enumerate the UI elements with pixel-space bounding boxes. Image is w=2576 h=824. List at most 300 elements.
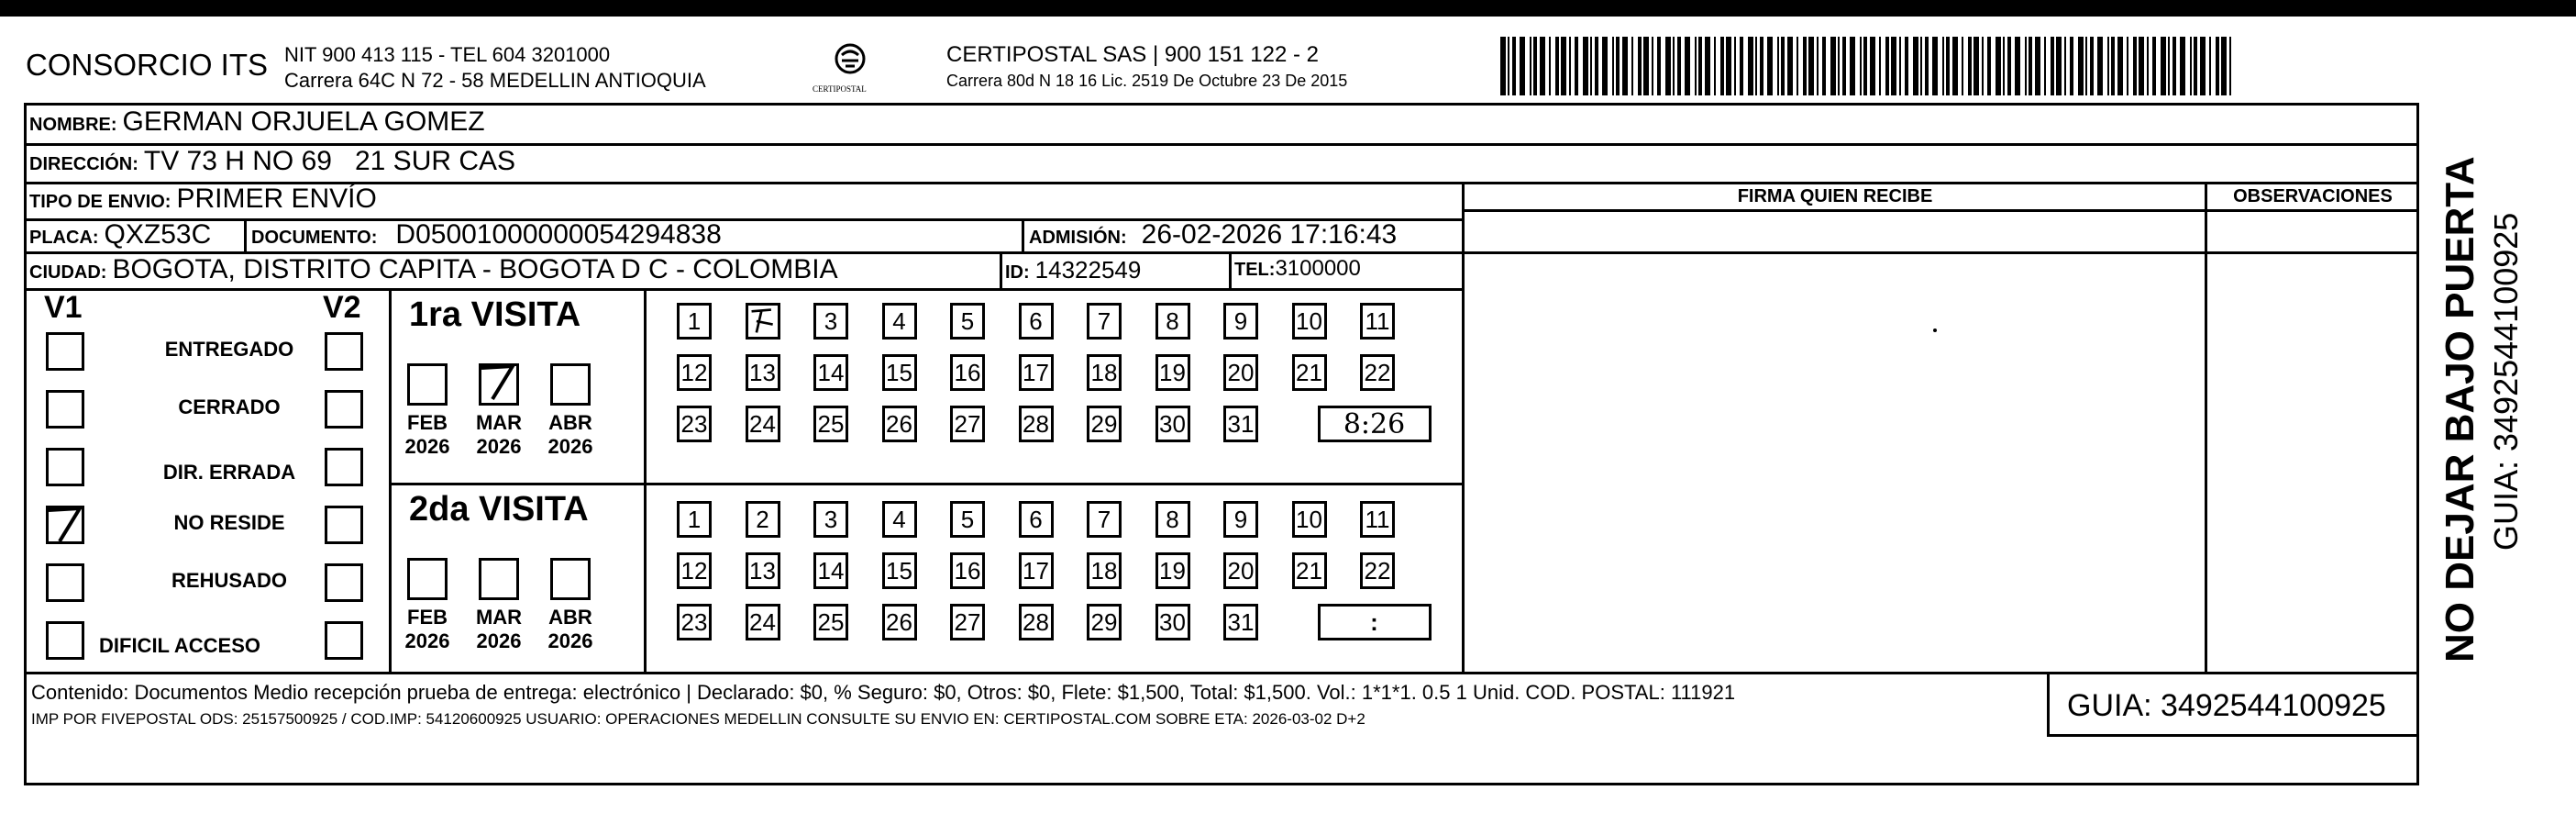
day-box[interactable] xyxy=(950,501,985,538)
day-box[interactable] xyxy=(677,501,712,538)
month-checkbox[interactable] xyxy=(550,363,591,406)
barcode-bar xyxy=(1575,37,1578,95)
v1-checkbox[interactable] xyxy=(46,506,84,544)
second-visit-title: 2da VISITA xyxy=(409,490,589,529)
barcode-bar xyxy=(2035,37,2040,95)
day-number: 12 xyxy=(680,556,708,585)
barcode-bar xyxy=(1657,37,1661,95)
documento-label: DOCUMENTO: xyxy=(251,228,378,248)
barcode-bar xyxy=(1973,37,1979,95)
day-number: 29 xyxy=(1090,607,1118,636)
barcode-bar xyxy=(2161,37,2166,95)
day-box[interactable] xyxy=(1360,354,1395,391)
day-number: 15 xyxy=(886,556,912,585)
day-number: 10 xyxy=(1296,306,1322,335)
v1-checkbox[interactable] xyxy=(46,448,84,486)
day-box[interactable] xyxy=(677,406,712,442)
day-box[interactable] xyxy=(746,552,780,589)
v2-checkbox[interactable] xyxy=(325,448,363,486)
barcode-bar xyxy=(1850,37,1855,95)
barcode-bar xyxy=(1797,37,1798,95)
day-box[interactable] xyxy=(746,303,780,340)
day-box[interactable] xyxy=(882,604,917,640)
month-year: 2026 xyxy=(476,435,522,458)
tel-label: TEL: xyxy=(1234,260,1276,280)
footer-print-info: IMP POR FIVEPOSTAL ODS: 25157500925 / COD.IMP: 54120600925 USUARIO: OPERACIONES MEDELLIN CONSULTE SU ENVIO EN: CERTIPOSTAL.COM SOBRE ETA: 2026-03-02 D+2 xyxy=(31,710,1365,728)
barcode-bar xyxy=(2147,37,2149,95)
documento-row xyxy=(251,219,722,251)
barcode-bar xyxy=(1677,37,1681,95)
divider xyxy=(2047,672,2050,736)
company-name: CONSORCIO ITS xyxy=(26,48,269,82)
day-number: 9 xyxy=(1233,505,1248,533)
barcode-bar xyxy=(1602,37,1608,95)
divider xyxy=(1022,218,1024,251)
tipo-row xyxy=(29,184,377,215)
barcode-bar xyxy=(1685,37,1690,95)
month-label xyxy=(396,411,459,459)
barcode-bar xyxy=(1555,37,1559,95)
barcode-bar xyxy=(1920,37,1922,95)
day-box[interactable] xyxy=(1087,604,1122,640)
barcode-bar xyxy=(1533,37,1537,95)
v2-checkbox[interactable] xyxy=(325,332,363,371)
barcode-bar xyxy=(1508,37,1509,95)
day-number: 22 xyxy=(1364,556,1391,585)
day-box[interactable] xyxy=(1087,501,1122,538)
barcode-bar xyxy=(1748,37,1753,95)
month-year: 2026 xyxy=(404,629,450,652)
barcode-bar xyxy=(1777,37,1779,95)
placa-value: QXZ53C xyxy=(104,219,212,250)
day-number: 25 xyxy=(817,607,845,636)
day-box[interactable] xyxy=(1223,354,1258,391)
v2-checkbox[interactable] xyxy=(325,563,363,602)
barcode-bar xyxy=(1982,37,1984,95)
day-box[interactable] xyxy=(746,354,780,391)
tipo-label: TIPO DE ENVIO: xyxy=(29,192,171,212)
day-number: 2 xyxy=(756,505,769,533)
v1-checkbox[interactable] xyxy=(46,332,84,371)
barcode-bar xyxy=(1695,37,1697,95)
barcode-bar xyxy=(1583,37,1588,95)
barcode-bar xyxy=(1616,37,1620,95)
barcode-bar xyxy=(1622,37,1628,95)
month-year: 2026 xyxy=(404,435,450,458)
day-number: 31 xyxy=(1227,607,1255,636)
day-box[interactable] xyxy=(1019,406,1054,442)
day-box[interactable] xyxy=(1019,303,1054,340)
month-year: 2026 xyxy=(476,629,522,652)
day-box[interactable] xyxy=(1223,303,1258,340)
day-number: 28 xyxy=(1023,409,1049,438)
barcode-bar xyxy=(1996,37,2001,95)
day-box[interactable] xyxy=(950,354,985,391)
id-row xyxy=(1005,256,1141,284)
v1-checkbox[interactable] xyxy=(46,563,84,602)
day-number: 20 xyxy=(1227,358,1255,386)
month-checkbox[interactable] xyxy=(479,363,519,406)
observaciones-header: OBSERVACIONES xyxy=(2233,186,2393,206)
day-number: 8 xyxy=(1166,306,1179,335)
barcode-bar xyxy=(1500,37,1506,95)
day-box[interactable] xyxy=(1292,354,1327,391)
day-number: 27 xyxy=(954,409,981,438)
barcode-bar xyxy=(2015,37,2020,95)
first-visit-title: 1ra VISITA xyxy=(409,295,581,334)
barcode-bar xyxy=(2133,37,2137,95)
barcode-bar xyxy=(2200,37,2206,95)
barcode-bar xyxy=(1726,37,1731,95)
barcode-bar xyxy=(1652,37,1653,95)
day-number: 1 xyxy=(687,505,702,533)
nombre-label: NOMBRE: xyxy=(29,115,117,135)
divider xyxy=(1000,251,1002,288)
day-number: 5 xyxy=(960,306,975,335)
time-value: 8:26 xyxy=(1343,407,1406,440)
barcode-bar xyxy=(1631,37,1633,95)
month-name: ABR xyxy=(548,411,592,434)
barcode-bar xyxy=(1698,37,1702,95)
day-number: 21 xyxy=(1296,556,1322,585)
firma-header: FIRMA QUIEN RECIBE xyxy=(1737,186,1933,206)
day-box[interactable] xyxy=(677,303,712,340)
day-box[interactable] xyxy=(813,604,848,640)
barcode-bar xyxy=(1720,37,1724,95)
placa-row xyxy=(29,219,211,251)
barcode-bar xyxy=(1962,37,1963,95)
barcode-bar xyxy=(1952,37,1958,95)
direccion-label: DIRECCIÓN: xyxy=(29,154,138,174)
company-address: Carrera 64C N 72 - 58 MEDELLIN ANTIOQUIA xyxy=(284,69,706,92)
day-box[interactable] xyxy=(882,354,917,391)
barcode-bar xyxy=(2107,37,2109,95)
signature-area[interactable] xyxy=(1462,213,2203,672)
ciudad-label: CIUDAD: xyxy=(29,262,107,283)
barcode-bar xyxy=(2056,37,2062,95)
day-number: 11 xyxy=(1365,306,1390,335)
day-box[interactable] xyxy=(1292,501,1327,538)
day-box[interactable] xyxy=(1019,354,1054,391)
day-number: 27 xyxy=(954,607,981,636)
v2-checkbox[interactable] xyxy=(325,390,363,429)
day-number: 8 xyxy=(1166,505,1179,533)
day-number: 10 xyxy=(1296,505,1322,533)
day-number: 21 xyxy=(1296,358,1322,386)
barcode-bar xyxy=(1946,37,1950,95)
nombre-value: GERMAN ORJUELA GOMEZ xyxy=(122,106,485,137)
barcode-bar xyxy=(2221,37,2227,95)
barcode-bar xyxy=(1569,37,1571,95)
day-number: 26 xyxy=(886,607,912,636)
day-box[interactable] xyxy=(1155,501,1190,538)
barcode-bar xyxy=(1968,37,1972,95)
top-border xyxy=(0,0,2576,17)
month-checkbox[interactable] xyxy=(407,363,448,406)
day-box[interactable] xyxy=(1019,501,1054,538)
divider xyxy=(244,218,247,251)
day-box[interactable] xyxy=(1155,604,1190,640)
id-value: 14322549 xyxy=(1034,256,1142,284)
barcode-bar xyxy=(2029,37,2032,95)
month-year: 2026 xyxy=(547,435,593,458)
company-info xyxy=(284,42,706,94)
barcode-bar xyxy=(1714,37,1716,95)
barcode-bar xyxy=(1863,37,1867,95)
day-box[interactable] xyxy=(746,406,780,442)
day-box[interactable] xyxy=(1223,552,1258,589)
barcode-bar xyxy=(1899,37,1901,95)
time-field[interactable] xyxy=(1318,604,1432,640)
day-box[interactable] xyxy=(813,552,848,589)
day-number: 18 xyxy=(1090,556,1118,585)
day-number: 11 xyxy=(1365,505,1390,533)
barcode-bar xyxy=(1734,37,1736,95)
barcode-bar xyxy=(1561,37,1566,95)
day-number: 4 xyxy=(892,505,906,533)
barcode-bar xyxy=(1932,37,1938,95)
barcode-bar xyxy=(1860,37,1862,95)
day-box[interactable] xyxy=(1292,552,1327,589)
day-number: 19 xyxy=(1159,358,1186,386)
day-box[interactable] xyxy=(813,303,848,340)
day-number: 29 xyxy=(1090,409,1118,438)
day-number: 20 xyxy=(1227,556,1255,585)
barcode-bar xyxy=(2229,37,2231,95)
day-box[interactable] xyxy=(882,501,917,538)
ciudad-row xyxy=(29,254,838,285)
day-number: 6 xyxy=(1029,505,1043,533)
day-box[interactable] xyxy=(950,406,985,442)
status-label: DIR. ERRADA xyxy=(162,461,296,484)
barcode-bar xyxy=(1913,37,1918,95)
divider xyxy=(1462,209,2419,212)
footer-guia: GUIA: 3492544100925 xyxy=(2067,688,2386,723)
day-box[interactable] xyxy=(1223,501,1258,538)
barcode-bar xyxy=(2209,37,2211,95)
admision-row xyxy=(1029,219,1397,251)
day-box[interactable] xyxy=(882,303,917,340)
barcode-bar xyxy=(1612,37,1614,95)
day-box[interactable] xyxy=(1087,303,1122,340)
v2-checkbox[interactable] xyxy=(325,621,363,660)
day-number: 13 xyxy=(749,358,776,386)
divider xyxy=(389,483,1462,485)
barcode-bar xyxy=(1842,37,1846,95)
day-box[interactable] xyxy=(950,303,985,340)
barcode-bar xyxy=(2111,37,2115,95)
time-field[interactable] xyxy=(1318,406,1432,442)
divider xyxy=(644,288,647,674)
month-label xyxy=(539,411,602,459)
day-number: 6 xyxy=(1029,306,1043,335)
day-box[interactable] xyxy=(1087,406,1122,442)
direccion-value: TV 73 H NO 69 21 SUR CAS xyxy=(143,146,516,176)
barcode-bar xyxy=(2190,37,2192,95)
barcode-bar xyxy=(2180,37,2185,95)
day-number: 4 xyxy=(892,306,906,335)
barcode-bar xyxy=(1942,37,1944,95)
day-box[interactable] xyxy=(1292,303,1327,340)
day-box[interactable] xyxy=(813,354,848,391)
day-number: 13 xyxy=(749,556,776,585)
day-number: 24 xyxy=(749,409,776,438)
day-box[interactable] xyxy=(1360,552,1395,589)
month-label xyxy=(468,411,530,459)
status-label: REHUSADO xyxy=(171,569,287,592)
day-box[interactable] xyxy=(1360,303,1395,340)
day-number: 1 xyxy=(687,306,702,335)
day-number: 7 xyxy=(1097,306,1111,335)
barcode-bar xyxy=(2007,37,2011,95)
day-number: 17 xyxy=(1023,556,1049,585)
day-box[interactable] xyxy=(1223,406,1258,442)
day-box[interactable] xyxy=(813,406,848,442)
v1-checkbox[interactable] xyxy=(46,621,84,660)
month-name: MAR xyxy=(475,411,523,434)
barcode-bar xyxy=(2051,37,2054,95)
barcode-bar xyxy=(2003,37,2005,95)
barcode-bar xyxy=(2127,37,2128,95)
day-box[interactable] xyxy=(1155,303,1190,340)
status-label: DIFICIL ACCESO xyxy=(99,634,261,657)
divider xyxy=(389,288,392,674)
day-box[interactable] xyxy=(1019,604,1054,640)
barcode-bar xyxy=(1760,37,1763,95)
month-year: 2026 xyxy=(547,629,593,652)
day-box[interactable] xyxy=(677,354,712,391)
barcode-bar xyxy=(2025,37,2027,95)
footer-content: Contenido: Documentos Medio recepción prueba de entrega: electrónico | Declarado: $0, % Seguro: $0, Otros: $0, Flete: $1,500, Total: $1,500. Vol.: 1*1*1. 0.5 1 Unid. COD. POSTAL: 111921 xyxy=(31,681,1736,704)
day-box[interactable] xyxy=(1019,552,1054,589)
month-checkbox[interactable] xyxy=(479,558,519,600)
v1-checkbox[interactable] xyxy=(46,390,84,429)
day-box[interactable] xyxy=(1155,354,1190,391)
barcode-bar xyxy=(1870,37,1875,95)
day-number: 28 xyxy=(1023,607,1049,636)
barcode-bar xyxy=(2117,37,2123,95)
day-number: 25 xyxy=(817,409,845,438)
divider xyxy=(2205,182,2207,674)
day-number: 31 xyxy=(1227,409,1255,438)
day-box[interactable] xyxy=(1360,501,1395,538)
barcode-bar xyxy=(1530,37,1531,95)
carrier-name: CERTIPOSTAL SAS | 900 151 122 - 2 xyxy=(946,42,1319,67)
barcode-bar xyxy=(1673,37,1675,95)
carrier-info xyxy=(946,42,1347,94)
documento-value: D05001000000054294838 xyxy=(395,219,722,250)
carrier-address: Carrera 80d N 18 16 Lic. 2519 De Octubre 23 De 2015 xyxy=(946,72,1348,90)
side-panel xyxy=(2432,103,2570,663)
day-box[interactable] xyxy=(950,552,985,589)
day-box[interactable] xyxy=(882,552,917,589)
barcode-bar xyxy=(1595,37,1598,95)
barcode xyxy=(1500,37,2234,95)
day-number: 19 xyxy=(1159,556,1186,585)
day-number: 3 xyxy=(824,306,838,335)
barcode-bar xyxy=(1755,37,1757,95)
barcode-bar xyxy=(1817,37,1819,95)
day-number: 16 xyxy=(954,358,981,386)
placa-label: PLACA: xyxy=(29,228,99,248)
admision-value: 26-02-2026 17:16:43 xyxy=(1141,219,1398,250)
barcode-bar xyxy=(1830,37,1836,95)
side-warning: NO DEJAR BAJO PUERTA xyxy=(2438,156,2482,663)
barcode-bar xyxy=(1822,37,1826,95)
divider xyxy=(24,288,1464,291)
barcode-bar xyxy=(2194,37,2197,95)
month-label xyxy=(539,606,602,653)
barcode-bar xyxy=(2097,37,2103,95)
barcode-bar xyxy=(2090,37,2094,95)
month-label xyxy=(468,606,530,653)
time-value: : xyxy=(1370,607,1378,636)
id-label: ID: xyxy=(1005,262,1030,283)
day-box[interactable] xyxy=(950,604,985,640)
barcode-bar xyxy=(1590,37,1592,95)
day-number: 23 xyxy=(680,409,708,438)
tel-row xyxy=(1234,256,1361,282)
v2-checkbox[interactable] xyxy=(325,506,363,544)
day-number: 5 xyxy=(960,505,975,533)
month-checkbox[interactable] xyxy=(550,558,591,600)
day-number: 22 xyxy=(1364,358,1391,386)
day-box[interactable] xyxy=(746,501,780,538)
day-box[interactable] xyxy=(1087,354,1122,391)
day-box[interactable] xyxy=(746,604,780,640)
barcode-bar xyxy=(1987,37,1991,95)
side-guia: GUIA: 3492544100925 xyxy=(2487,212,2525,551)
direccion-row xyxy=(29,146,515,177)
tel-value: 3100000 xyxy=(1275,256,1361,281)
day-box[interactable] xyxy=(1155,552,1190,589)
day-number: 16 xyxy=(954,556,981,585)
day-box[interactable] xyxy=(813,501,848,538)
day-box[interactable] xyxy=(1087,552,1122,589)
divider xyxy=(1229,251,1232,288)
barcode-bar xyxy=(1540,37,1545,95)
barcode-bar xyxy=(2152,37,2156,95)
v1-label: V1 xyxy=(44,290,83,325)
day-box[interactable] xyxy=(1223,604,1258,640)
barcode-bar xyxy=(2085,37,2087,95)
month-name: ABR xyxy=(548,606,592,629)
barcode-bar xyxy=(2078,37,2084,95)
month-checkbox[interactable] xyxy=(407,558,448,600)
day-box[interactable] xyxy=(882,406,917,442)
day-number: 15 xyxy=(886,358,912,386)
observations-area[interactable] xyxy=(2208,213,2417,672)
day-number: 23 xyxy=(680,607,708,636)
nombre-row xyxy=(29,106,485,138)
stray-mark xyxy=(1933,328,1937,332)
day-number: 3 xyxy=(824,505,838,533)
ciudad-value: BOGOTA, DISTRITO CAPITA - BOGOTA D C - COLOMBIA xyxy=(112,254,838,284)
day-number: 12 xyxy=(680,358,708,386)
month-name: FEB xyxy=(407,411,448,434)
barcode-bar xyxy=(2044,37,2046,95)
day-box[interactable] xyxy=(1155,406,1190,442)
barcode-bar xyxy=(1781,37,1785,95)
barcode-bar xyxy=(2172,37,2176,95)
barcode-bar xyxy=(1549,37,1551,95)
barcode-bar xyxy=(1705,37,1710,95)
day-box[interactable] xyxy=(677,552,712,589)
barcode-bar xyxy=(1787,37,1793,95)
day-number: 14 xyxy=(817,556,845,585)
barcode-bar xyxy=(2064,37,2066,95)
day-box[interactable] xyxy=(677,604,712,640)
